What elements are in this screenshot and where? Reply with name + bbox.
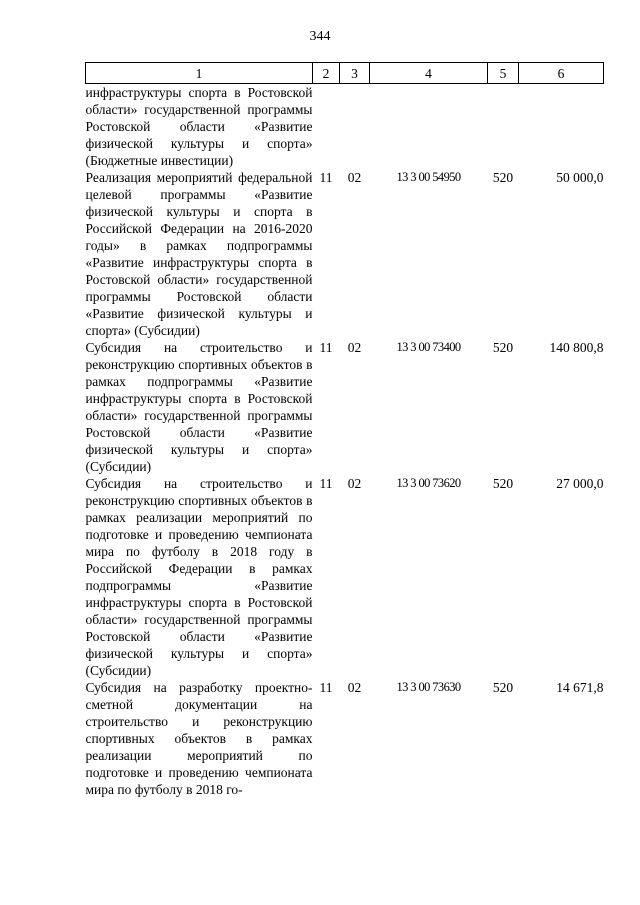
header-col-6: 6 <box>519 63 604 84</box>
row-target-code: 13 3 00 73630 <box>396 680 461 694</box>
row-amount: 140 800,8 <box>549 340 604 355</box>
table-row <box>86 169 604 339</box>
header-col-5: 5 <box>488 63 519 84</box>
row-amount: 50 000,0 <box>556 170 604 185</box>
row-expense-type: 520 <box>492 340 514 355</box>
row-expense-type: 520 <box>492 170 514 185</box>
table-row <box>86 475 604 679</box>
row-description: Реализация мероприятий федеральной целевой программы «Развитие физической культуры и спорта в Российской Федерации на 2016-2020 годы» в рамках подпрограммы «Развитие инфраструктуры спорта в Ростовской области» государственной программы Ростовской области «Развитие физической культуры и спорта» (Субсидии) <box>85 170 313 338</box>
page-number: 344 <box>309 29 331 44</box>
row-expense-type: 520 <box>492 680 514 695</box>
header-col-4: 4 <box>370 63 488 84</box>
row-description: Субсидия на разработку проектно-сметной документации на строительство и реконструкцию спортивных объектов в рамках реализации мероприятий по подготовке и проведению чемпионата мира по футболу в 2018 го- <box>85 680 313 797</box>
row-subsection <box>340 84 370 170</box>
budget-table <box>85 62 604 798</box>
row-section: 11 <box>319 476 333 491</box>
table-row <box>86 339 604 475</box>
header-col-2: 2 <box>313 63 340 84</box>
header-col-3: 3 <box>340 63 370 84</box>
row-subsection: 02 <box>347 170 362 185</box>
row-amount: 14 671,8 <box>556 680 604 695</box>
row-amount: 27 000,0 <box>556 476 604 491</box>
row-section: 11 <box>319 170 333 185</box>
row-section: 11 <box>319 340 333 355</box>
row-target-code: 13 3 00 54950 <box>396 170 461 184</box>
row-description: Субсидия на строительство и реконструкцию спортивных объектов в рамках подпрограммы «Развитие инфраструктуры спорта в Ростовской области» государственной программы Ростовской области «Развитие физической культуры и спорта» (Субсидии) <box>85 340 313 474</box>
row-target-code: 13 3 00 73620 <box>396 476 461 490</box>
row-section <box>313 84 340 170</box>
row-expense-type <box>488 84 519 170</box>
header-col-1: 1 <box>86 63 313 84</box>
row-subsection: 02 <box>347 476 362 491</box>
row-subsection: 02 <box>347 340 362 355</box>
row-description: Субсидия на строительство и реконструкцию спортивных объектов в рамках реализации мероприятий по подготовке и проведению чемпионата мира по футболу в 2018 году в Российской Федерации в рамках подпрограммы «Развитие инфраструктуры спорта в Ростовской области» государственной программы Ростовской области «Развитие физической культуры и спорта» (Субсидии) <box>85 476 313 678</box>
table-row <box>86 679 604 798</box>
row-amount <box>519 84 604 170</box>
row-subsection: 02 <box>347 680 362 695</box>
row-target-code <box>370 84 488 170</box>
row-section: 11 <box>319 680 333 695</box>
row-expense-type: 520 <box>492 476 514 491</box>
row-description: инфраструктуры спорта в Ростовской области» государственной программы Ростовской области «Развитие физической культуры и спорта» (Бюджетные инвестиции) <box>85 85 313 168</box>
table-row <box>86 84 604 170</box>
row-target-code: 13 3 00 73400 <box>396 340 461 354</box>
header-row <box>86 63 604 84</box>
